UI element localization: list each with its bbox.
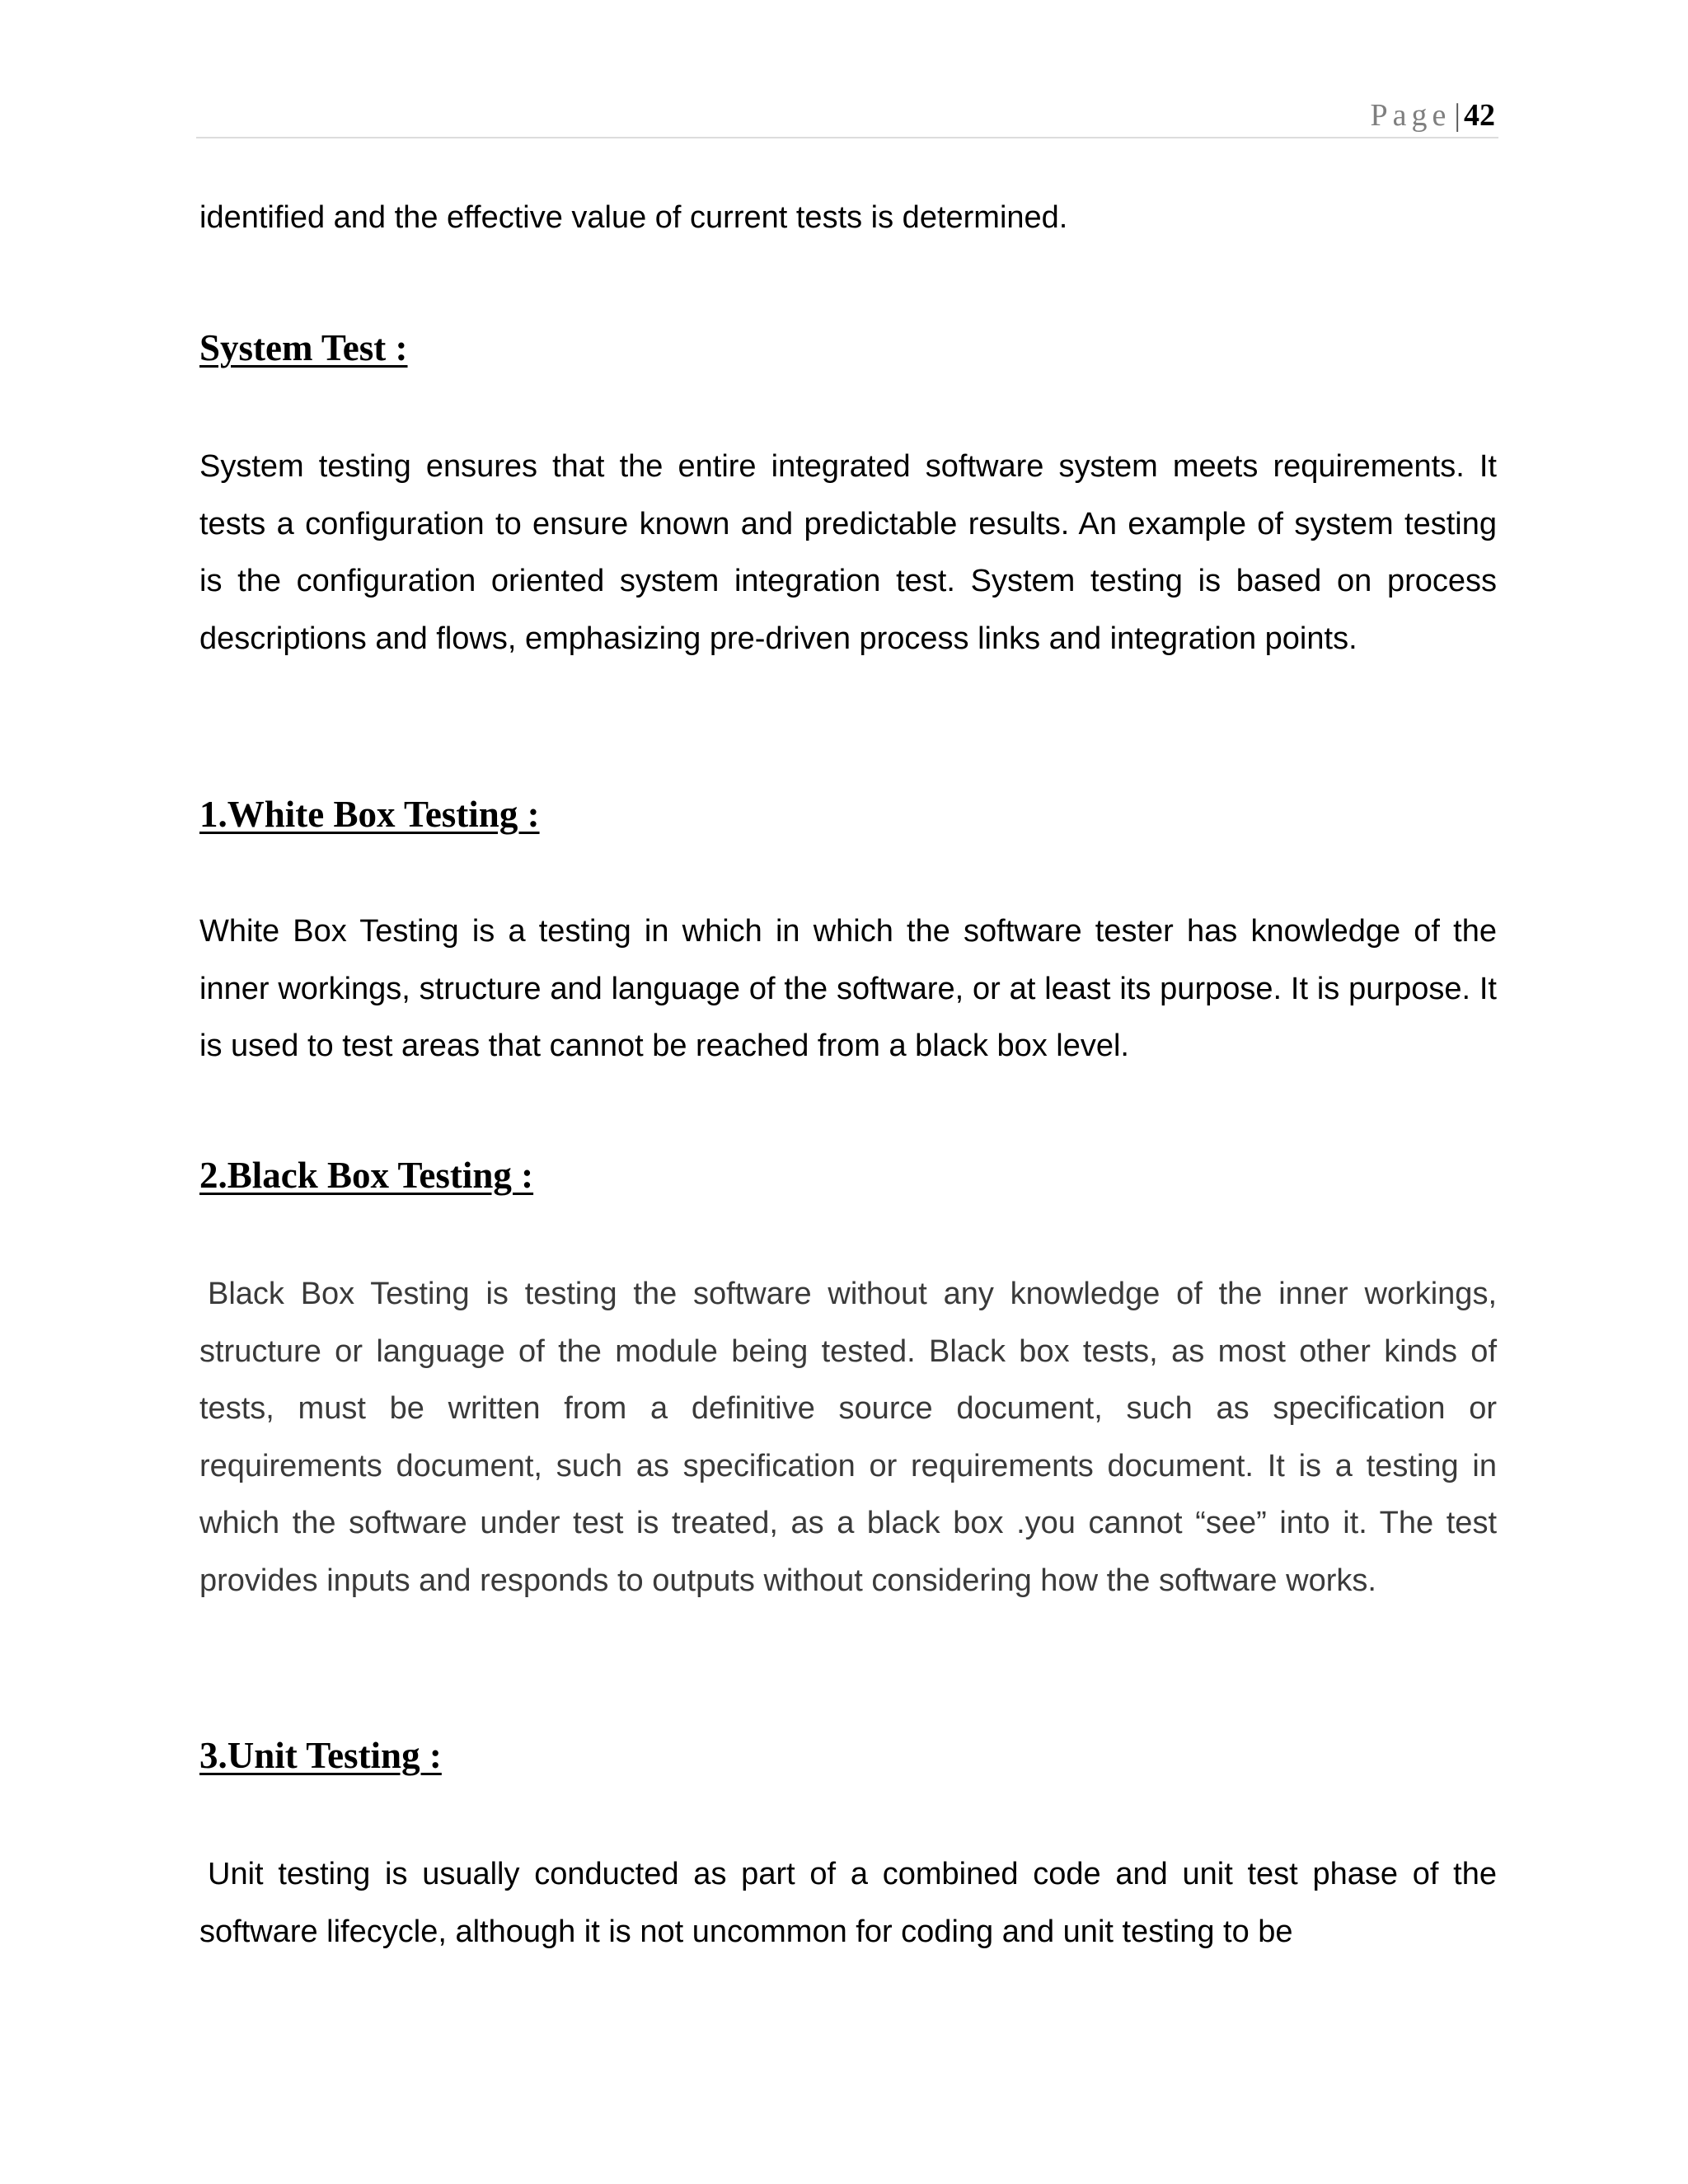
section-heading-black-box-testing: 2.Black Box Testing : — [199, 1155, 534, 1196]
intro-paragraph: identified and the effective value of current tests is determined. — [199, 200, 1068, 235]
page-header — [196, 92, 1498, 138]
section-heading-system-test: System Test : — [199, 327, 408, 368]
page-separator: | — [1454, 98, 1461, 133]
page-label: Page — [1370, 98, 1451, 133]
section-heading-white-box-testing: 1.White Box Testing : — [199, 794, 540, 835]
page-number: 42 — [1464, 98, 1495, 133]
section-body-white-box-testing: White Box Testing is a testing in which in which the software tester has knowledge of the inner workings, structure and language of the software, or at least its purpose. It is purpose. It is used to test areas that cannot be reached from a black box level. — [199, 914, 1497, 1063]
section-body-system-test: System testing ensures that the entire integrated software system meets requirements. It tests a configuration to ensure known and predictable results. An example of system testing is the configuration oriented system integration test. System testing is based on process descriptions and flows, emphasizing pre-driven process links and integration points. — [199, 449, 1497, 656]
section-body-unit-testing: Unit testing is usually conducted as part of a combined code and unit test phase of the software lifecycle, although it is not uncommon for coding and unit testing to be — [199, 1857, 1497, 1949]
section-body-black-box-testing: Black Box Testing is testing the software without any knowledge of the inner workings, structure or language of the module being tested. Black box tests, as most other kinds of tests, must be written from a definitive source document, such as specification or requirements document, such as specification or requirements document. It is a testing in which the software under test is treated, as a black box .you cannot “see” into it. The test provides inputs and responds to outputs without considering how the software works. — [199, 1277, 1497, 1598]
page-indicator — [1371, 96, 1495, 135]
section-heading-unit-testing: 3.Unit Testing : — [199, 1735, 442, 1776]
